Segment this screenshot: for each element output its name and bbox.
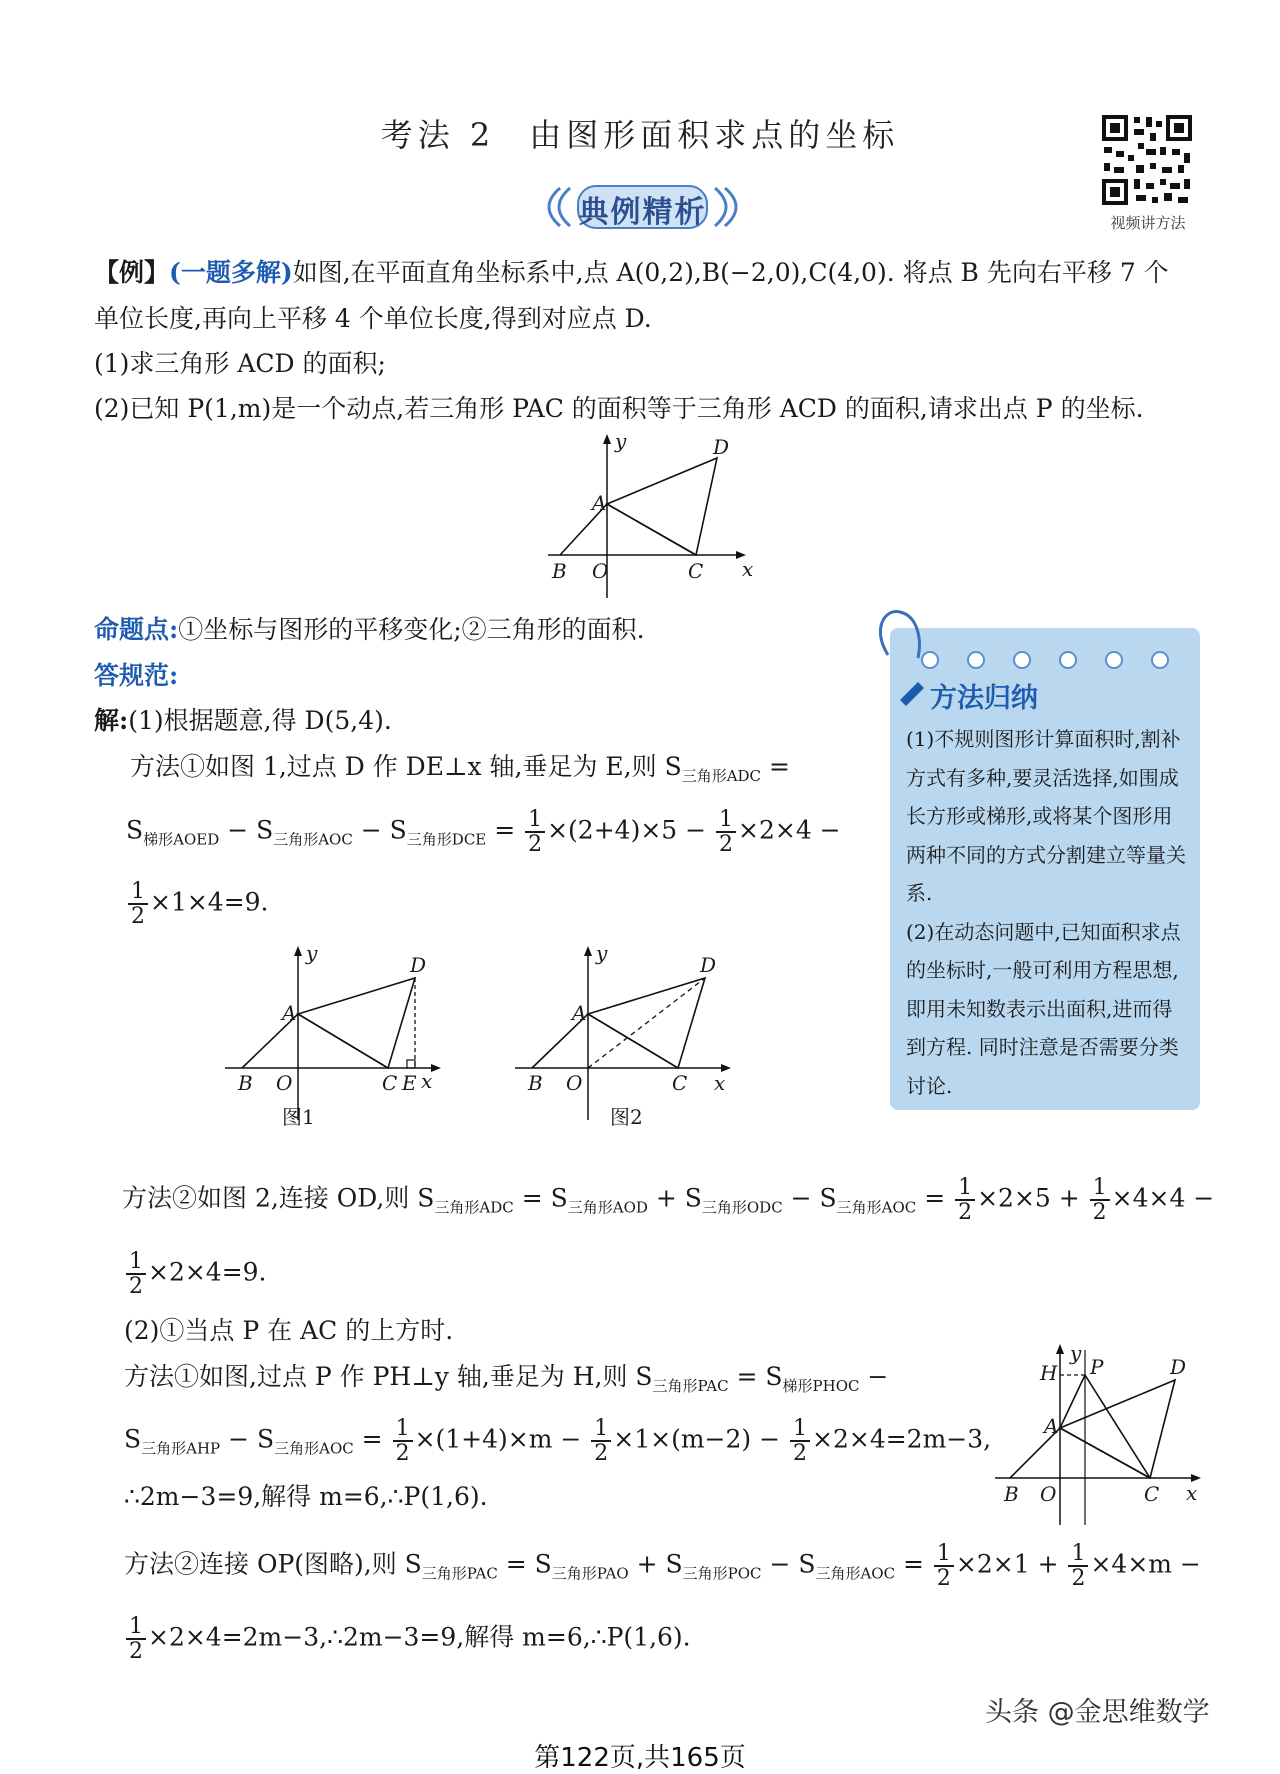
method1-text: 方法①如图 1,过点 D 作 DE⊥x 轴,垂足为 E,则 S <box>130 752 682 781</box>
fraction: $\frac{1}{2}$ <box>128 880 148 928</box>
minus-s: − S <box>352 815 407 845</box>
text: ×2×4=9. <box>148 1257 267 1287</box>
fraction: $\frac{1}{2}$ <box>126 1615 146 1663</box>
example-stem-2: 单位长度,再向上平移 4 个单位长度,得到对应点 D. <box>94 304 652 333</box>
sub-aoc: 三角形AOC <box>273 830 353 849</box>
sub: 三角形PAC <box>652 1377 729 1395</box>
label-b: B <box>552 559 567 583</box>
text: = <box>895 1549 932 1579</box>
fraction: $\frac{1}{2}$ <box>591 1417 611 1465</box>
figure-2 <box>510 940 740 1130</box>
text: ×4×4 − <box>1111 1183 1215 1213</box>
equals: = <box>486 815 524 845</box>
method1-line-1 <box>130 750 790 793</box>
example-tag: 【例】 <box>94 258 170 287</box>
label-c: C <box>688 559 704 583</box>
triangle-bac <box>532 1014 678 1068</box>
sub: 三角形AOC <box>274 1439 354 1458</box>
label-x: x <box>1186 1481 1198 1505</box>
text: + S <box>647 1183 702 1213</box>
figure-1-caption: 图1 <box>282 1105 315 1129</box>
section-heading: 由图形面积求点的坐标 <box>529 116 900 154</box>
label-o: O <box>276 1071 293 1095</box>
sub: 三角形PAO <box>551 1564 629 1583</box>
triangle-bac <box>560 504 696 555</box>
solution-line-1 <box>94 704 392 738</box>
sub-dce: 三角形DCE <box>406 830 487 849</box>
points-label: 命题点: <box>94 615 179 644</box>
sub: 三角形ADC <box>434 1198 514 1217</box>
label-d: D <box>1170 1355 1187 1379</box>
note-body <box>906 720 1190 1105</box>
part2-method2-line-2 <box>124 1615 691 1663</box>
label-o: O <box>592 559 609 583</box>
label-d: D <box>700 953 717 977</box>
sub-adc: 三角形ADC <box>681 767 762 785</box>
text: ×2×4=2m−3, <box>812 1424 992 1454</box>
answer-label: 答规范: <box>94 661 179 690</box>
label-x: x <box>421 1069 433 1093</box>
text: = <box>353 1424 391 1454</box>
part2-case1: (2)①当点 P 在 AC 的上方时. <box>124 1316 454 1345</box>
text: ×4×m − <box>1090 1549 1201 1579</box>
text: = <box>916 1183 954 1213</box>
question-2: (2)已知 P(1,m)是一个动点,若三角形 PAC 的面积等于三角形 ACD 的面积,请求出点 P 的坐标. <box>94 394 1144 423</box>
label-h: H <box>1040 1361 1058 1385</box>
example-line-1 <box>94 256 1169 290</box>
text: + S <box>628 1549 683 1579</box>
text: − S <box>220 1424 275 1454</box>
label-x: x <box>714 1071 726 1095</box>
label-c: C <box>672 1071 688 1095</box>
text: − S <box>782 1183 837 1213</box>
part2-method1-line-2 <box>124 1417 991 1466</box>
sub: 三角形AHP <box>141 1439 221 1458</box>
text: − S <box>761 1549 816 1579</box>
part2-figure <box>990 1340 1210 1530</box>
solution-d: (1)根据题意,得 D(5,4). <box>128 706 392 735</box>
main-figure <box>530 430 760 600</box>
question-1: (1)求三角形 ACD 的面积; <box>94 349 386 378</box>
label-d: D <box>713 435 730 459</box>
text: ×(1+4)×m − <box>414 1424 590 1454</box>
section-number: 考法 2 <box>380 116 496 154</box>
sub: 三角形AOC <box>815 1564 896 1583</box>
fraction: $\frac{1}{2}$ <box>955 1176 975 1224</box>
note-paragraph-1: (1)不规则图形计算面积时,割补方式有多种,要灵活选择,如围成长方形或梯形,或将某个图形用两种不同的方式分割建立等量关系. <box>906 727 1186 905</box>
qr-code-icon[interactable] <box>1100 113 1194 207</box>
label-b: B <box>528 1071 543 1095</box>
text: 方法②连接 OP(图略),则 S <box>124 1549 422 1579</box>
label-x: x <box>742 557 754 581</box>
fraction: $\frac{1}{2}$ <box>1090 1176 1110 1224</box>
label-o: O <box>1040 1482 1057 1506</box>
label-d: D <box>410 953 427 977</box>
triangle-acd <box>1060 1380 1175 1478</box>
label-b: B <box>238 1071 253 1095</box>
label-a: A <box>592 491 607 515</box>
example-stem-1: 如图,在平面直角坐标系中,点 A(0,2),B(−2,0),C(4,0). 将点 B 先向右平移 7 个 <box>292 258 1169 287</box>
points-text: ①坐标与图形的平移变化;②三角形的面积. <box>178 615 645 644</box>
method1-line-3 <box>126 880 269 928</box>
label-y: y <box>1070 1341 1082 1365</box>
page-indicator: 第122页,共165页 <box>534 1743 746 1773</box>
text: = S <box>728 1362 783 1391</box>
qr-caption: 视频讲方法 <box>1110 214 1186 232</box>
method2-line-2 <box>124 1250 267 1298</box>
label-e: E <box>402 1071 417 1095</box>
watermark: 头条 @金思维数学 <box>985 1697 1210 1728</box>
label-o: O <box>566 1071 583 1095</box>
label-a: A <box>1044 1414 1059 1438</box>
text: = S <box>513 1183 568 1213</box>
text: ×2×5 + <box>977 1183 1088 1213</box>
sub: 三角形AOD <box>567 1198 648 1217</box>
sub: 三角形ODC <box>701 1198 783 1217</box>
example-method-tag: (一题多解) <box>169 258 293 287</box>
label-y: y <box>615 430 627 453</box>
method1-line-2 <box>126 808 841 857</box>
label-p: P <box>1090 1355 1104 1379</box>
text: S <box>124 1424 142 1454</box>
label-c: C <box>1144 1482 1160 1506</box>
note-paragraph-2: (2)在动态问题中,已知面积求点的坐标时,一般可利用方程思想,即用未知数表示出面积,进而得到方程. 同时注意是否需要分类讨论. <box>906 919 1181 1098</box>
triangle-acd <box>607 458 717 555</box>
fraction: $\frac{1}{2}$ <box>393 1417 413 1465</box>
equals: = <box>761 752 790 781</box>
section-title <box>0 110 1280 156</box>
method2-line-1 <box>122 1176 1214 1225</box>
triangle-bac <box>242 1014 388 1068</box>
text: 方法①如图,过点 P 作 PH⊥y 轴,垂足为 H,则 S <box>124 1362 653 1391</box>
note-title: 方法归纳 <box>930 683 1038 714</box>
triangle-acd <box>298 978 415 1068</box>
fraction: $\frac{1}{2}$ <box>934 1542 954 1590</box>
part2-method1-line-1 <box>124 1360 888 1403</box>
triangle-bac <box>1010 1428 1150 1478</box>
text: − <box>859 1362 889 1391</box>
right-angle-mark <box>407 1060 415 1068</box>
od-dashed <box>588 978 705 1068</box>
text: ×1×(m−2) − <box>613 1424 789 1454</box>
label-b: B <box>1004 1482 1019 1506</box>
expr: ×1×4=9. <box>150 887 269 917</box>
fraction: $\frac{1}{2}$ <box>790 1417 810 1465</box>
solution-label: 解: <box>94 706 129 735</box>
label-a: A <box>282 1001 297 1025</box>
fraction: $\frac{1}{2}$ <box>1068 1542 1088 1590</box>
banner-title: 典例精析 <box>578 195 707 230</box>
sub-trap: 梯形AOED <box>143 830 220 849</box>
expr: ×(2+4)×5 − <box>547 815 715 845</box>
sub: 三角形PAC <box>421 1564 498 1583</box>
expr: ×2×4 − <box>738 815 841 845</box>
text: 方法②如图 2,连接 OD,则 S <box>122 1183 435 1213</box>
label-a: A <box>572 1001 587 1025</box>
label-c: C <box>382 1071 398 1095</box>
fraction: $\frac{1}{2}$ <box>126 1250 146 1298</box>
part2-result: ∴2m−3=9,解得 m=6,∴P(1,6). <box>124 1482 488 1511</box>
fraction: $\frac{1}{2}$ <box>525 808 545 856</box>
part2-method2-line-1 <box>124 1542 1201 1591</box>
sub: 梯形PHOC <box>782 1377 860 1395</box>
text: = S <box>497 1549 552 1579</box>
label-y: y <box>596 941 608 965</box>
sub: 三角形POC <box>682 1564 762 1583</box>
fraction: $\frac{1}{2}$ <box>716 808 736 856</box>
label-y: y <box>306 941 318 965</box>
text: ×2×4=2m−3,∴2m−3=9,解得 m=6,∴P(1,6). <box>148 1622 691 1652</box>
minus-s: − S <box>219 815 274 845</box>
s: S <box>126 815 144 845</box>
triangle-pac <box>1060 1375 1150 1478</box>
sub: 三角形AOC <box>836 1198 917 1217</box>
figure-2-caption: 图2 <box>610 1105 643 1129</box>
figure-1 <box>220 940 450 1130</box>
proposition-points <box>94 613 645 647</box>
text: ×2×1 + <box>955 1549 1067 1579</box>
